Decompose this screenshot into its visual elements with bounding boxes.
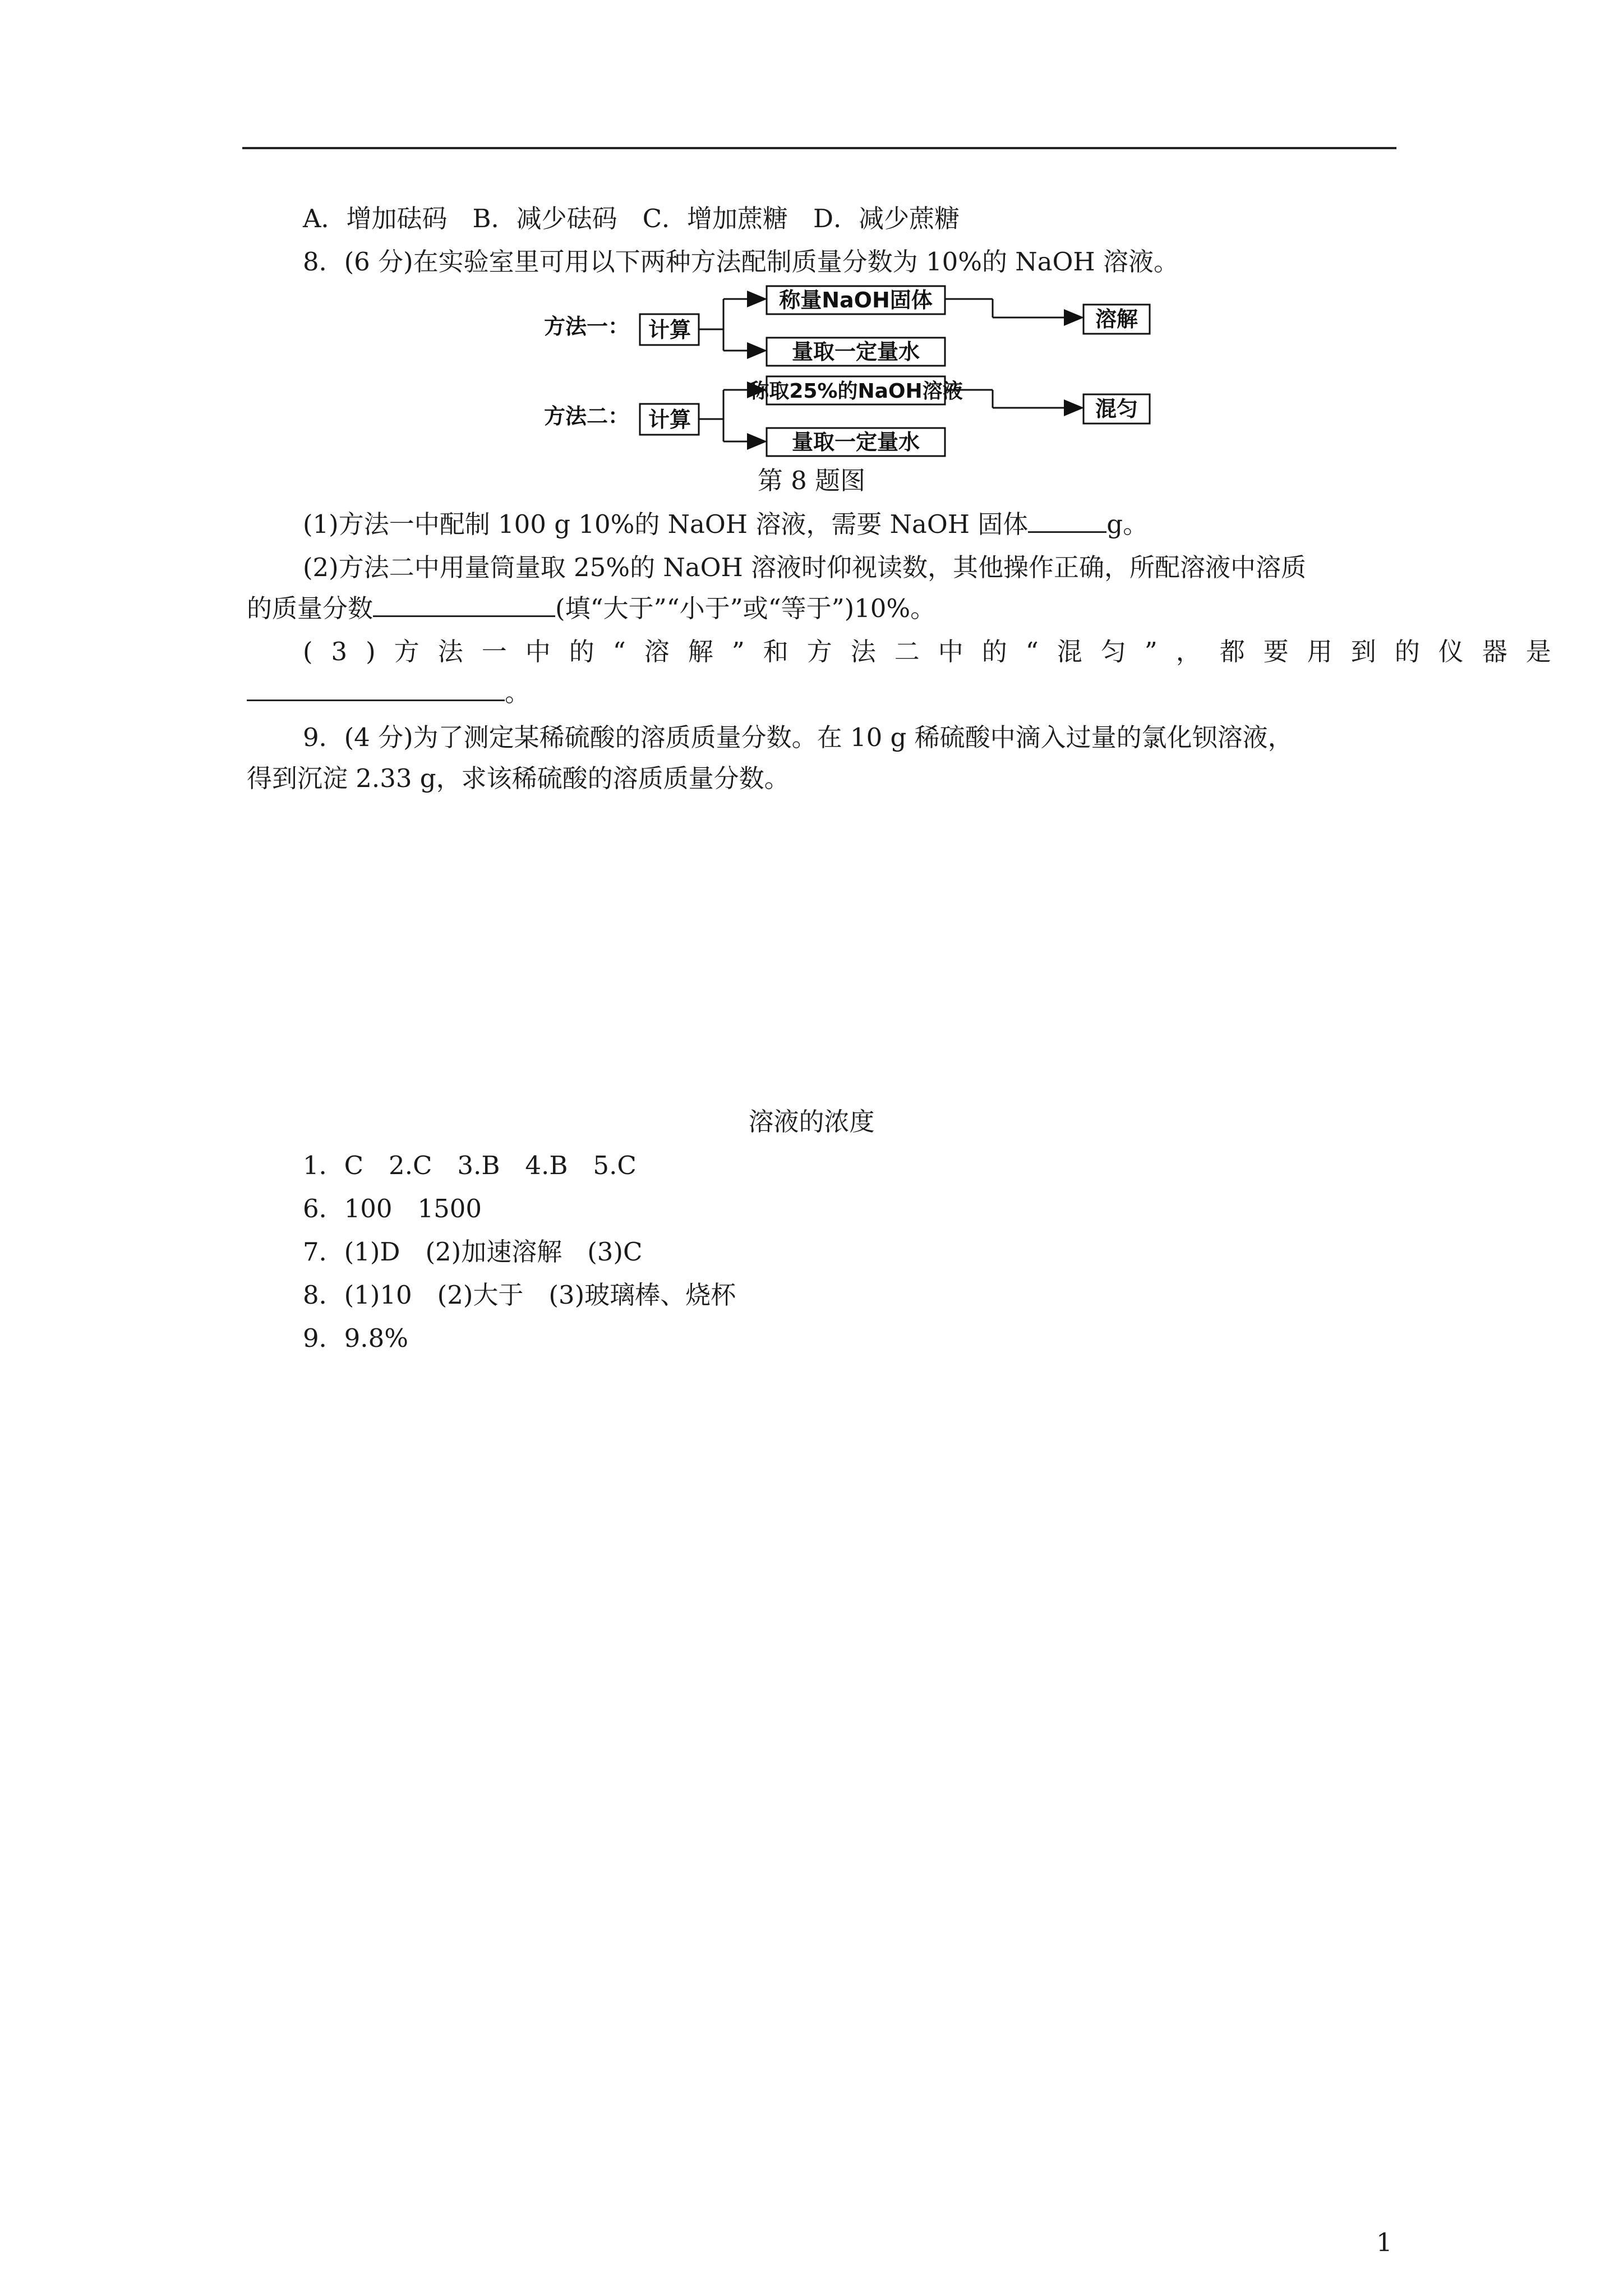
answer-line-7: 7．(1)D (2)加速溶解 (3)C [303, 1237, 643, 1267]
method1-bottom-text: 量取一定量水 [791, 339, 920, 364]
q8-sub3-line2 [247, 676, 530, 710]
q8-flow-diagram [538, 283, 1155, 463]
q8-sub1-unit: g。 [1106, 509, 1149, 539]
answer-line-8: 8．(1)10 (2)大于 (3)玻璃棒、烧杯 [303, 1280, 736, 1310]
answer-blank[interactable] [247, 676, 505, 701]
q8-sub1-text: (1)方法一中配制 100 g 10%的 NaOH 溶液，需要 NaOH 固体 [303, 509, 1029, 539]
q8-sub2-line1: (2)方法二中用量筒量取 25%的 NaOH 溶液时仰视读数，其他操作正确，所配溶液中溶质 [303, 553, 1307, 582]
method1-top-text: 称量NaOH固体 [779, 288, 933, 312]
method2-calc-text: 计算 [648, 407, 691, 432]
page-number: 1 [1376, 2228, 1393, 2257]
method1-label: 方法一： [544, 314, 630, 339]
answer-line-1: 1．C 2.C 3.B 4.B 5.C [303, 1151, 637, 1180]
q8-sub1 [303, 508, 1148, 541]
method2-bottom-text: 量取一定量水 [791, 430, 920, 454]
answer-blank[interactable] [1028, 508, 1106, 533]
header-rule [242, 147, 1396, 149]
q8-sub3-end: 。 [505, 678, 531, 707]
method1-calc-text: 计算 [648, 318, 691, 342]
q8-stem: 8．(6 分)在实验室里可用以下两种方法配制质量分数为 10%的 NaOH 溶液。 [303, 247, 1179, 277]
answer-line-9: 9．9.8% [303, 1323, 408, 1353]
q9-line1: 9．(4 分)为了测定某稀硫酸的溶质质量分数。在 10 g 稀硫酸中滴入过量的氯化钡溶液， [303, 723, 1293, 752]
answers-title: 溶液的浓度 [748, 1107, 875, 1137]
answer-line-6: 6．100 1500 [303, 1194, 482, 1223]
q8-sub2-text: 的质量分数 [247, 593, 374, 623]
method2-top-text: 称取25%的NaOH溶液 [749, 380, 963, 403]
q9-line2: 得到沉淀 2.33 g，求该稀硫酸的溶质质量分数。 [247, 763, 790, 793]
diagram-caption: 第 8 题图 [757, 466, 866, 495]
q8-sub2-line2 [247, 592, 935, 625]
answer-blank[interactable] [373, 592, 555, 617]
method2-label: 方法二： [544, 404, 630, 429]
q7-options: A．增加砝码 B．减少砝码 C．增加蔗糖 D．减少蔗糖 [303, 204, 960, 233]
q8-sub3-line1: (3)方法一中的“溶解”和方法二中的“混匀”，都要用到的仪器是 [303, 637, 1570, 666]
method1-result-text: 溶解 [1095, 307, 1138, 332]
method2-result-text: 混匀 [1095, 397, 1138, 421]
q8-sub2-hint: (填“大于”“小于”或“等于”)10%。 [555, 593, 936, 623]
